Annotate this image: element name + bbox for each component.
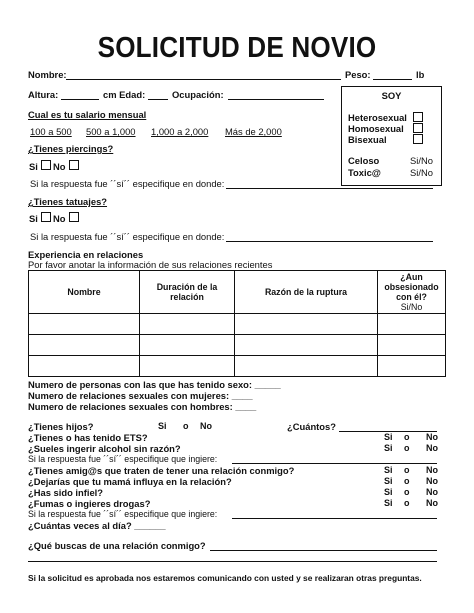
que-buscas-field[interactable] (210, 550, 437, 551)
que-buscas-question: ¿Qué buscas de una relación conmigo? (28, 540, 206, 551)
piercings-si-label: Si (29, 161, 38, 172)
alcohol-question: ¿Sueles ingerir alcohol sin razón? (28, 443, 181, 454)
amigos-question: ¿Tienes amig@s que traten de tener una relación conmigo? (28, 465, 295, 476)
edad-field[interactable] (148, 99, 168, 100)
footer-note: Si la solicitud es aprobada nos estaremos comunicando con usted y se realizaran otras preguntas. (28, 573, 422, 583)
drogas-si[interactable]: Si (384, 498, 393, 508)
altura-label: Altura: (28, 89, 59, 100)
hijos-question: ¿Tienes hijos? (28, 421, 94, 432)
drogas-o: o (404, 498, 410, 508)
tatuajes-si-label: Si (29, 213, 38, 224)
amigos-si[interactable]: Si (384, 465, 393, 475)
mama-question: ¿Dejarías que tu mamá influya en la relación? (28, 476, 232, 487)
altura-field[interactable] (61, 99, 99, 100)
celoso-si-no[interactable]: Si/No (410, 155, 433, 166)
hijos-no[interactable]: No (200, 421, 212, 431)
drogas-specify-field[interactable] (232, 518, 437, 519)
homosexual-checkbox[interactable] (413, 123, 423, 133)
salario-option-3[interactable]: 1,000 a 2,000 (151, 126, 209, 137)
infiel-o: o (404, 487, 410, 497)
tatuajes-specify-field[interactable] (226, 241, 433, 242)
salario-heading: Cual es tu salario mensual (28, 109, 147, 120)
piercings-no-label: No (53, 161, 66, 172)
nombre-field[interactable] (66, 79, 341, 80)
numero-personas[interactable]: Numero de personas con las que has tenido sexo: _____ (28, 379, 281, 390)
relationships-table (28, 270, 446, 377)
table-row[interactable] (29, 314, 446, 335)
bisexual-checkbox[interactable] (413, 134, 423, 144)
piercings-specify-field[interactable] (226, 188, 433, 189)
soy-option-homosexual: Homosexual (348, 123, 404, 134)
tatuajes-no-label: No (53, 213, 66, 224)
infiel-si[interactable]: Si (384, 487, 393, 497)
alcohol-no[interactable]: No (426, 443, 438, 453)
tatuajes-no-checkbox[interactable] (69, 212, 79, 222)
obsesionado-si-no: Si/No (400, 302, 423, 312)
hijos-si[interactable]: Si (158, 421, 167, 431)
nombre-label: Nombre: (28, 69, 67, 80)
edad-label: cm Edad: (103, 89, 146, 100)
lb-label: lb (416, 69, 425, 80)
soy-box (341, 86, 442, 186)
page-title: SOLICITUD DE NOVIO (97, 32, 377, 64)
mama-o: o (404, 476, 410, 486)
drogas-specify-label: Si la respuesta fue ´´sí´´ especifique que ingiere: (28, 509, 218, 519)
ets-si[interactable]: Si (384, 432, 393, 442)
piercings-si-checkbox[interactable] (41, 160, 51, 170)
obsesionado-label: ¿Aun obsesionado con él? (384, 272, 439, 302)
mama-si[interactable]: Si (384, 476, 393, 486)
piercings-question: ¿Tienes piercings? (28, 143, 114, 154)
tatuajes-si-checkbox[interactable] (41, 212, 51, 222)
alcohol-o: o (404, 443, 410, 453)
salario-option-1[interactable]: 100 a 500 (30, 126, 72, 137)
peso-field[interactable] (373, 79, 412, 80)
tatuajes-specify-label: Si la respuesta fue ´´sí´´ especifique en donde: (30, 231, 225, 242)
heterosexual-checkbox[interactable] (413, 112, 423, 122)
ets-question: ¿Tienes o has tenido ETS? (28, 432, 148, 443)
salario-option-4[interactable]: Más de 2,000 (225, 126, 282, 137)
experiencia-heading: Experiencia en relaciones (28, 249, 144, 260)
celoso-label: Celoso (348, 155, 380, 166)
piercings-specify-label: Si la respuesta fue ´´sí´´ especifique en donde: (30, 178, 225, 189)
amigos-o: o (404, 465, 410, 475)
numero-hombres[interactable]: Numero de relaciones sexuales con hombres: ____ (28, 401, 257, 412)
table-header-nombre: Nombre (29, 271, 140, 314)
alcohol-specify-field[interactable] (232, 463, 437, 464)
alcohol-specify-label: Si la respuesta fue ´´sí´´ especifique que ingiere: (28, 454, 218, 464)
toxic-label: Toxic@ (348, 167, 381, 178)
table-header-razon: Razón de la ruptura (235, 271, 378, 314)
ets-no[interactable]: No (426, 432, 438, 442)
cuantos-label: ¿Cuántos? (287, 421, 336, 432)
piercings-no-checkbox[interactable] (69, 160, 79, 170)
cuantas-veces-question[interactable]: ¿Cuántas veces al día? ______ (28, 520, 166, 531)
toxic-si-no[interactable]: Si/No (410, 167, 433, 178)
ocupacion-field[interactable] (228, 99, 324, 100)
infiel-question: ¿Has sido infiel? (28, 487, 104, 498)
salario-option-2[interactable]: 500 a 1,000 (86, 126, 136, 137)
peso-label: Peso: (345, 69, 371, 80)
ocupacion-label: Ocupación: (172, 89, 224, 100)
que-buscas-field-2[interactable] (28, 561, 437, 562)
experiencia-subheading: Por favor anotar la información de sus relaciones recientes (28, 259, 273, 270)
hijos-o: o (183, 421, 189, 431)
infiel-no[interactable]: No (426, 487, 438, 497)
table-header-duracion: Duración de la relación (140, 271, 235, 314)
table-row[interactable] (29, 335, 446, 356)
soy-title: SOY (381, 90, 402, 101)
amigos-no[interactable]: No (426, 465, 438, 475)
tatuajes-question: ¿Tienes tatuajes? (28, 196, 108, 207)
soy-option-bisexual: Bisexual (348, 134, 387, 145)
table-header-obsesionado (378, 271, 446, 314)
drogas-no[interactable]: No (426, 498, 438, 508)
drogas-question: ¿Fumas o ingieres drogas? (28, 498, 151, 509)
mama-no[interactable]: No (426, 476, 438, 486)
table-row[interactable] (29, 356, 446, 377)
numero-mujeres[interactable]: Numero de relaciones sexuales con mujeres: ____ (28, 390, 253, 401)
ets-o: o (404, 432, 410, 442)
soy-option-heterosexual: Heterosexual (348, 112, 407, 123)
alcohol-si[interactable]: Si (384, 443, 393, 453)
